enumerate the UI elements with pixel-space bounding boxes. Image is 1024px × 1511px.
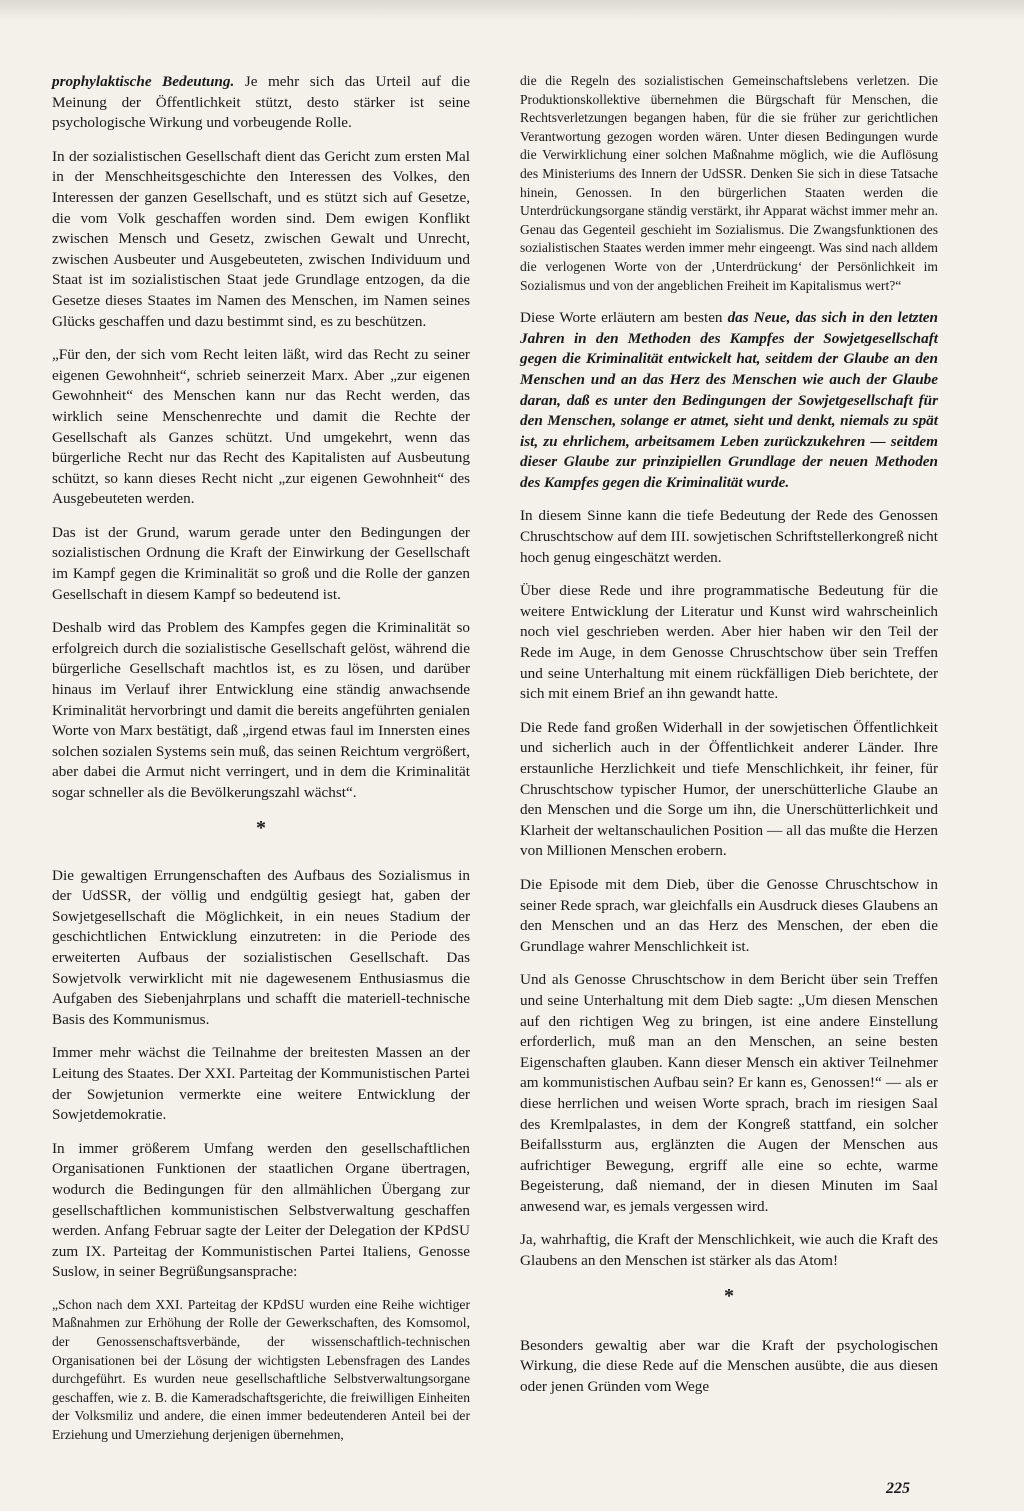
paragraph: In der sozialistischen Gesellschaft dient das Gericht zum ersten Mal in der Menschheitsgeschichte den Interessen des Volkes, den Interessen der ganzen Gesellschaft, und es stützt sich auf Gesetze, die vom Volk geschaffen worden sind. Dem ewigen Konflikt zwischen Mensch und Gesetz, zwischen Gewalt und Unrecht, zwischen Ausbeuter und Ausgebeuteten, zwischen Individuum und Staat ist im sozialistischen Staat jede Grundlage entzogen, da die Gesetze dieses Staates im Namen des Menschen, im Namen seines Glücks geschaffen und dazu bestimmt sind, es zu beschützen. (52, 147, 470, 330)
paragraph: Besonders gewaltig aber war die Kraft der psychologischen Wirkung, die diese Rede auf die Menschen ausübte, die aus diesen oder jenen Gründen vom Wege (520, 1336, 938, 1395)
paragraph-lead: Diese Worte erläutern am besten (520, 309, 728, 327)
section-divider-star: * (256, 816, 266, 839)
page-number: 225 (886, 1480, 910, 1497)
left-column (52, 72, 470, 1458)
paragraph: Das ist der Grund, warum gerade unter den Bedingungen der sozialistischen Ordnung die Kraft der Einwirkung der Gesellschaft im Kampf gegen die Kriminalität so groß und die Rolle der ganzen Gesellschaft in diesem Kampf so bedeutend ist. (52, 523, 470, 603)
quotation: „Schon nach dem XXI. Parteitag der KPdSU wurden eine Reihe wichtiger Maßnahmen zur Erhöhung der Rolle der Gewerkschaften, des Komsomol, der Genossenschaftsverbände, der wissenschaftlich-technischen Organisationen bei der Lösung der wichtigsten Lebensfragen des Landes durchgeführt. Es wurden neue gesellschaftliche Selbstverwaltungsorgane geschaffen, wie z. B. die Kameradschaftsgerichte, die freiwilligen Einheiten der Volksmiliz und andere, die einen immer bedeutenderen Anteil bei der Erziehung und Umerziehung derjenigen übernehmen, (52, 1296, 470, 1443)
paragraph: In immer größerem Umfang werden den gesellschaftlichen Organisationen Funktionen der staatlichen Organe übertragen, wodurch die Bedingungen für den allmählichen Übergang zur gesellschaftlichen kommunistischen Selbstverwaltung geschaffen werden. Anfang Februar sagte der Leiter der Delegation der KPdSU zum IX. Parteitag der Kommunistischen Partei Italiens, Genosse Suslow, in seiner Begrüßungsansprache: (52, 1139, 470, 1281)
paragraph: „Für den, der sich vom Recht leiten läßt, wird das Recht zu seiner eigenen Gewohnheit“, schrieb seinerzeit Marx. Aber „zur eigenen Gewohnheit“ des Menschen kann nur das Recht werden, das wirklich seine Menschenrechte und damit die Rechte der Gesellschaft als Ganzes schützt. Und umgekehrt, wenn das bürgerliche Recht nur das Recht des Kapitalisten auf Ausbeutung schützt, so kann dieses Recht nicht „zur eigenen Gewohnheit“ des Ausgebeuteten werden. (52, 346, 470, 508)
paragraph: Ja, wahrhaftig, die Kraft der Menschlichkeit, wie auch die Kraft des Glaubens an den Menschen ist stärker als das Atom! (520, 1231, 938, 1270)
paragraph (520, 308, 938, 493)
paragraph: Deshalb wird das Problem des Kampfes gegen die Kriminalität so erfolgreich durch die sozialistische Gesellschaft gelöst, während die bürgerliche Gesellschaft machtlos ist, es zu lösen, und darüber hinaus im Verlauf ihrer Entwicklung eine ständig anwachsende Kriminalität hervorbringt und damit die bereits angeführten genialen Worte von Marx bestätigt, daß „irgend etwas faul im Innersten eines solchen sozialen Systems sein muß, das seinen Reichtum vergrößert, aber dabei die Armut nicht verringert, und in dem die Kriminalität sogar schneller als die Bevölkerungszahl wächst“. (52, 619, 470, 801)
scan-top-edge (0, 0, 1024, 20)
quotation-continued: die die Regeln des sozialistischen Gemeinschaftslebens verletzen. Die Produktionskollektive übernehmen die Bürgschaft für Menschen, die Rechtsverletzungen begangen haben, für die sie früher zur gerichtlichen Verantwortung gezogen worden wären. Unter diesen Bedingungen wurde die Verwirklichung einer solchen Maßnahme möglich, wie die Auflösung des Ministeriums des Innern der UdSSR. Denken Sie sich in diese Tatsache hinein, Genossen. In den bürgerlichen Staaten werden die Unterdrückungsorgane ständig verstärkt, ihr Apparat wächst immer mehr an. Genau das Gegenteil geschieht im Sozialismus. Die Zwangsfunktionen des sozialistischen Staates werden immer mehr eingeengt. Was sind nach alldem die verlogenen Worte von der ‚Unterdrückung‘ der Persönlichkeit im Sozialismus und von der angeblichen Freiheit im Kapitalismus wert?“ (520, 73, 938, 293)
paragraph: Die Episode mit dem Dieb, über die Genosse Chruschtschow in seiner Rede sprach, war gleichfalls ein Ausdruck dieses Glaubens an den Menschen und an das Herz des Menschen, der eben die Grundlage wahrer Menschlichkeit ist. (520, 875, 938, 955)
paragraph: Die gewaltigen Errungenschaften des Aufbaus des Sozialismus in der UdSSR, der völlig und endgültig gesiegt hat, gaben der Sowjetgesellschaft die Möglichkeit, in ein neues Stadium der geschichtlichen Entwicklung einzutreten: in die Periode des erweiterten Aufbaus der sozialistischen Gesellschaft. Das Sowjetvolk verwirklicht mit nie dagewesenem Enthusiasmus die Aufgaben des Siebenjahrplans und schafft die materiell-technische Basis des Kommunismus. (52, 866, 470, 1028)
paragraph: Und als Genosse Chruschtschow in dem Bericht über sein Treffen und seine Unterhaltung mit dem Dieb sagte: „Um diesen Menschen auf den richtigen Weg zu bringen, ist eine andere Einstellung erforderlich, muß man an den Menschen, an seine besten Eigenschaften glauben. Kann dieser Mensch ein aktiver Teilnehmer am kommunistischen Aufbau sein? Er kann es, Genossen!“ — als er diese herrlichen und weisen Worte sprach, brach im riesigen Saal des Kremlpalastes, in dem der Kongreß stattfand, ein solcher Beifallssturm aus, erglänzten die Augen der Menschen aus aufrichtiger Bewegung, ergriff alle eine so echte, warme Begeisterung, daß niemand, der in diesen Minuten im Saal anwesend war, es jemals vergessen wird. (520, 971, 938, 1215)
emphasis-passage: das Neue, das sich in den letzten Jahren in den Methoden des Kampfes der Sowjetgesellschaft gegen die Kriminalität entwickelt hat, seitdem der Glaube an den Menschen und an das Herz des Menschen wie auch der Glaube daran, daß es unter den Bedingungen der Sowjetgesellschaft für den Menschen, solange er atmet, sieht und denkt, niemals zu spät ist, zu ehrlichem, arbeitsamem Leben zurückzukehren — seitdem dieser Glaube zur prinzipiellen Grundlage der neuen Methoden des Kampfes gegen die Kriminalität wurde. (520, 309, 938, 491)
paragraph: Über diese Rede und ihre programmatische Bedeutung für die weitere Entwicklung der Literatur und Kunst wird wahrscheinlich noch viel geschrieben werden. Aber hier haben wir den Teil der Rede im Auge, in dem Genosse Chruschtschow über sein Treffen und seine Unterhaltung mit einem rückfälligen Dieb berichtete, der sich mit einem Brief an ihn gewandt hatte. (520, 582, 938, 703)
emphasis-term: prophylaktische Bedeutung. (52, 73, 235, 90)
paragraph: In diesem Sinne kann die tiefe Bedeutung der Rede des Genossen Chruschtschow auf dem III. sowjetischen Schriftstellerkongreß nicht hoch genug eingeschätzt werden. (520, 507, 938, 566)
paragraph-rest: Je mehr sich das Urteil auf die Meinung der Öffentlichkeit stützt, desto stärker ist seine psychologische Wirkung und vorbeugende Rolle. (52, 73, 470, 132)
paragraph: Immer mehr wächst die Teilnahme der breitesten Massen an der Leitung des Staates. Der XXI. Parteitag der Kommunistischen Partei der Sowjetunion vermerkte eine weitere Entwicklung der Sowjetdemokratie. (52, 1044, 470, 1124)
right-column (520, 72, 938, 1410)
paragraph (52, 72, 470, 134)
section-divider-star: * (724, 1284, 734, 1307)
paragraph: Die Rede fand großen Widerhall in der sowjetischen Öffentlichkeit und sicherlich auch in der Öffentlichkeit anderer Länder. Ihre erstaunliche Herzlichkeit und tiefe Menschlichkeit, ihr feiner, für Chruschtschow typischer Humor, der unerschütterliche Glaube an den Menschen und die Sorge um ihn, die Unerschütterlichkeit und Klarheit der weltanschaulichen Position — all das mußte die Herzen von Millionen Menschen erobern. (520, 718, 938, 860)
